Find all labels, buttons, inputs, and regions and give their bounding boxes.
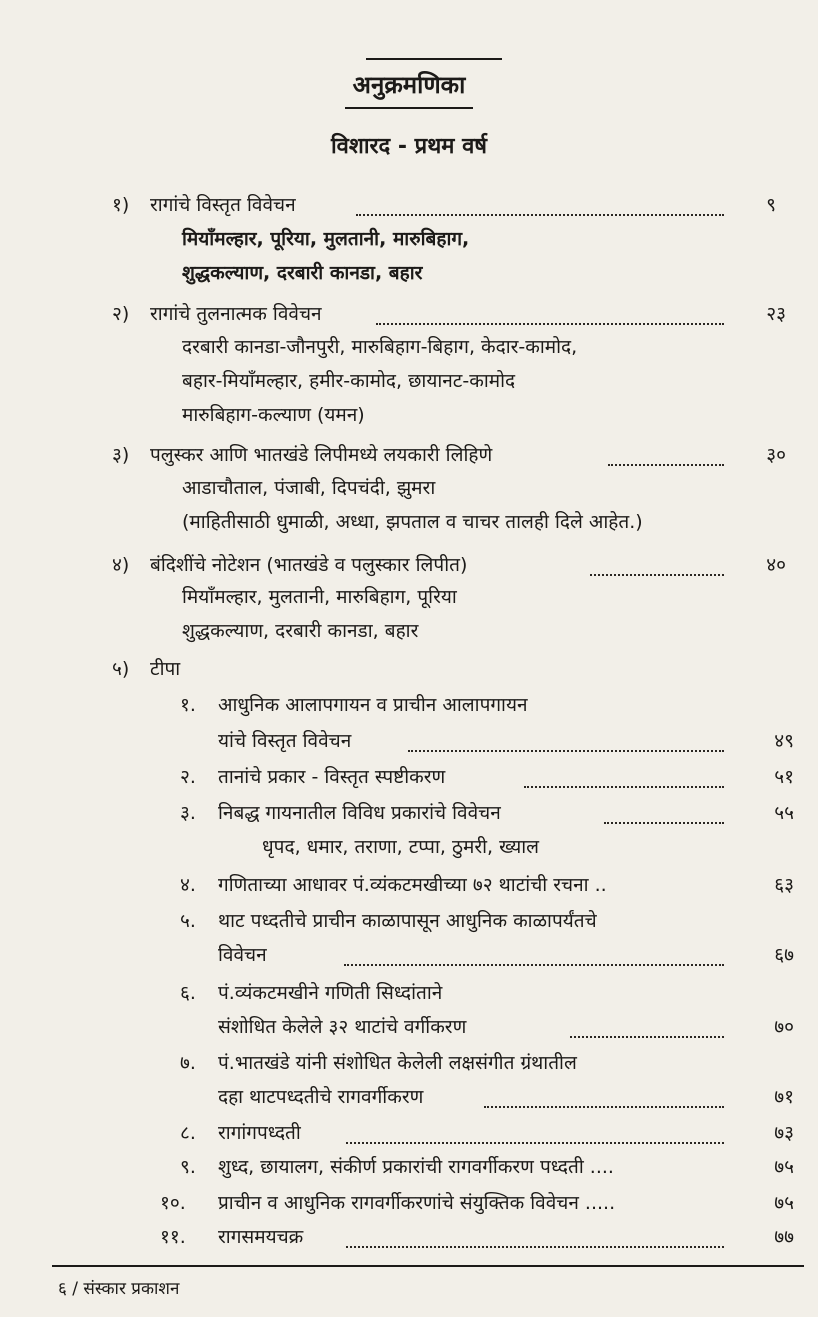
- tipa-entry: १. आधुनिक आलापगायन व प्राचीन आलापगायन: [180, 694, 528, 716]
- toc-subitems: शुद्धकल्याण, दरबारी कानडा, बहार: [182, 620, 419, 642]
- toc-subitems: शुद्धकल्याण, दरबारी कानडा, बहार: [182, 262, 423, 284]
- tipa-entry-cont: यांचे विस्तृत विवेचन ४९: [218, 730, 794, 752]
- tipa-entry: ७. पं.भातखंडे यांनी संशोधित केलेली लक्षसंगीत ग्रंथातील: [180, 1052, 577, 1074]
- tipa-entry: ३. निबद्ध गायनातील विविध प्रकारांचे विवेचन ५५: [180, 802, 794, 824]
- tipa-entry: ९. शुध्द, छायालग, संकीर्ण प्रकारांची रागवर्गीकरण पध्दती .... ७५: [180, 1156, 794, 1178]
- tipa-entry: ४. गणिताच्या आधावर पं.व्यंकटमखीच्या ७२ थाटांची रचना .. ६३: [180, 874, 794, 896]
- tipa-entry: ८. रागांगपध्दती ७३: [180, 1122, 794, 1144]
- toc-subitems: आडाचौताल, पंजाबी, दिपचंदी, झुमरा: [182, 477, 436, 499]
- toc-subtitle: विशारद - प्रथम वर्ष: [330, 134, 488, 159]
- tipa-entry: १०. प्राचीन व आधुनिक रागवर्गीकरणांचे संयुक्तिक विवेचन ..... ७५: [160, 1192, 794, 1214]
- tipa-subitems: धृपद, धमार, तराणा, टप्पा, ठुमरी, ख्याल: [262, 836, 540, 858]
- toc-subitems: मारुबिहाग-कल्याण (यमन): [182, 404, 365, 426]
- toc-subitems: बहार-मियाँमल्हार, हमीर-कामोद, छायानट-कामोद: [182, 370, 516, 392]
- tipa-entry: ५. थाट पध्दतीचे प्राचीन काळापासून आधुनिक काळापर्यंतचे: [180, 910, 597, 932]
- toc-entry: २) रागांचे तुलनात्मक विवेचन २३: [112, 303, 786, 325]
- toc-title: अनुक्रमणिका: [0, 68, 818, 109]
- toc-entry: ३) पलुस्कर आणि भातखंडे लिपीमध्ये लयकारी लिहिणे ३०: [112, 444, 786, 466]
- footer-divider: [52, 1265, 804, 1267]
- toc-subitems: (माहितीसाठी धुमाळी, अध्धा, झपताल व चाचर तालही दिले आहेत.): [182, 511, 643, 533]
- tipa-entry-cont: विवेचन ६७: [218, 944, 794, 966]
- toc-subitems: मियाँमल्हार, पूरिया, मुलतानी, मारुबिहाग,: [182, 228, 470, 250]
- tipa-entry-cont: दहा थाटपध्दतीचे रागवर्गीकरण ७१: [218, 1086, 794, 1108]
- toc-subitems: मियाँमल्हार, मुलतानी, मारुबिहाग, पूरिया: [182, 586, 457, 608]
- page-footer: ६ / संस्कार प्रकाशन: [58, 1279, 180, 1299]
- toc-entry: ५) टीपा: [112, 658, 181, 680]
- tipa-entry-cont: संशोधित केलेले ३२ थाटांचे वर्गीकरण ७०: [218, 1016, 794, 1038]
- tipa-entry: ११. रागसमयचक्र ७७: [160, 1226, 794, 1248]
- toc-entry: ४) बंदिशींचे नोटेशन (भातखंडे व पलुस्कार लिपीत) ४०: [112, 554, 786, 576]
- toc-subitems: दरबारी कानडा-जौनपुरी, मारुबिहाग-बिहाग, केदार-कामोद,: [182, 336, 578, 358]
- tipa-entry: २. तानांचे प्रकार - विस्तृत स्पष्टीकरण ५१: [180, 766, 794, 788]
- toc-entry: १) रागांचे विस्तृत विवेचन ९: [112, 194, 776, 216]
- tipa-entry: ६. पं.व्यंकटमखीने गणिती सिध्दांताने: [180, 982, 443, 1004]
